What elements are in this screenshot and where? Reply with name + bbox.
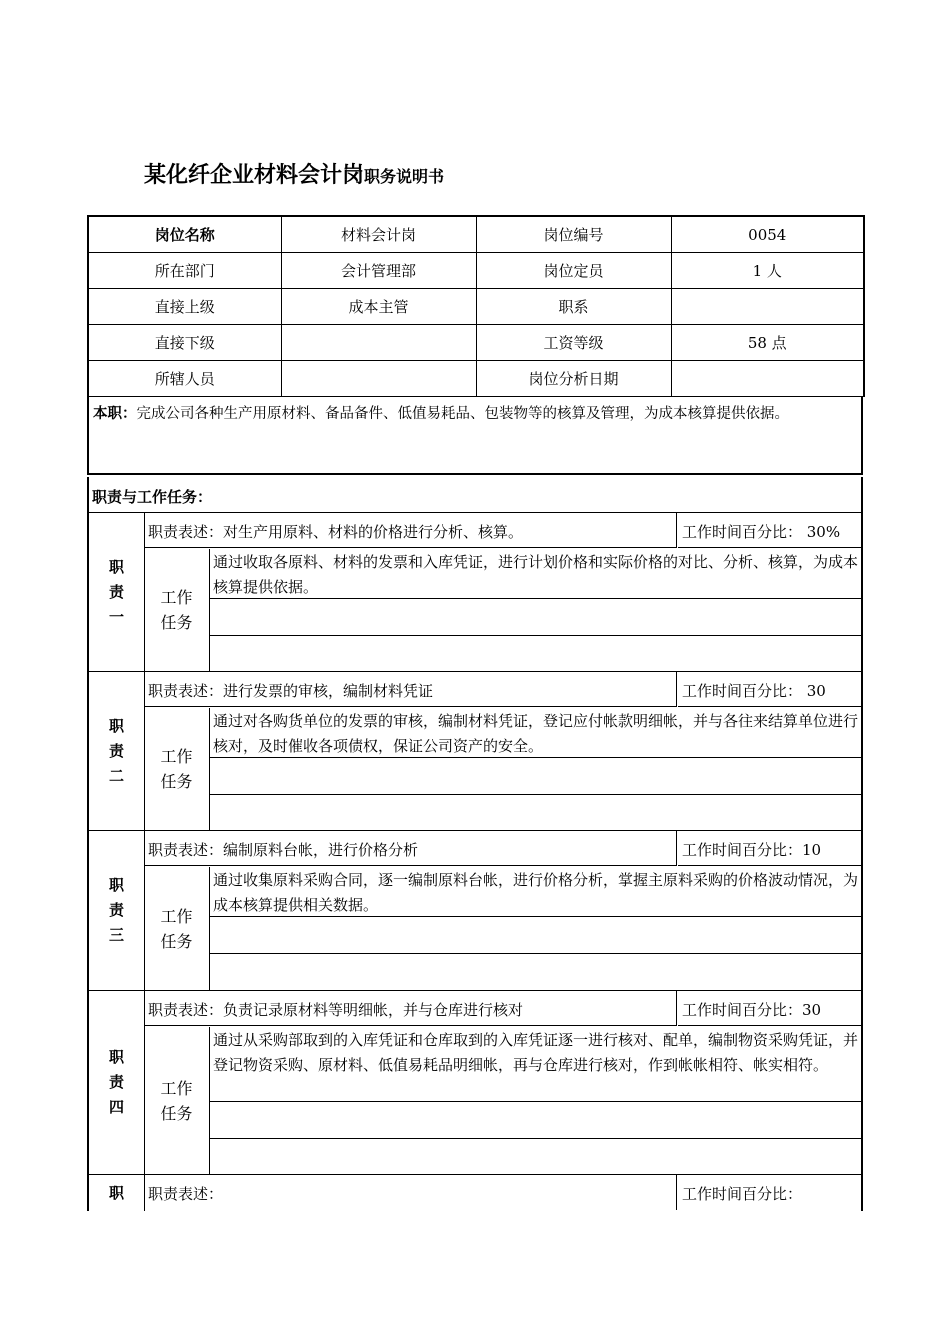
position-info-table (87, 215, 865, 397)
info-label: 所辖人员 (88, 361, 281, 397)
info-row (88, 216, 864, 253)
info-value (671, 361, 864, 397)
info-label: 直接上级 (88, 289, 281, 325)
task-empty-row (210, 1102, 861, 1139)
info-label: 所在部门 (88, 253, 281, 289)
info-row (88, 253, 864, 289)
info-row (88, 325, 864, 361)
info-label: 岗位定员 (476, 253, 671, 289)
duty-description: 职责表述：对生产用原料、材料的价格进行分析、核算。 (144, 513, 677, 548)
duty-block-1 (87, 513, 863, 672)
work-time-percentage: 工作时间百分比： (682, 1185, 803, 1203)
duties-header: 职责与工作任务： (87, 477, 863, 513)
duty-description: 职责表述： (144, 1175, 677, 1210)
task-text: 通过从采购部取到的入库凭证和仓库取到的入库凭证逐一进行核对、配单，编制物资采购凭证，并登记物资采购、原材料、低值易耗品明细帐，再与仓库进行核对，作到帐帐相符、帐实相符。 (210, 1027, 861, 1102)
info-label: 岗位分析日期 (476, 361, 671, 397)
duty-number: 职 责 三 (89, 831, 145, 990)
mission-label: 本职： (93, 406, 137, 422)
info-label: 岗位名称 (88, 216, 281, 253)
duty-number: 职 责 一 (89, 513, 145, 671)
duty-number: 职 责 二 (89, 672, 145, 830)
info-value: 成本主管 (281, 289, 476, 325)
duty-number: 职 责 四 (89, 991, 145, 1174)
work-time-percentage: 工作时间百分比： 30% (678, 513, 861, 548)
info-label: 工资等级 (476, 325, 671, 361)
info-row (88, 289, 864, 325)
task-text: 通过收取各原料、材料的发票和入库凭证，进行计划价格和实际价格的对比、分析、核算，为成本核算提供依据。 (210, 549, 861, 599)
info-value (281, 325, 476, 361)
duty-description: 职责表述：负责记录原材料等明细帐，并与仓库进行核对 (144, 991, 677, 1026)
mission-section (87, 397, 863, 475)
mission-text: 完成公司各种生产用原材料、备品备件、低值易耗品、包装物等的核算及管理，为成本核算提供依据。 (136, 406, 789, 422)
duty-block-4 (87, 991, 863, 1175)
info-label: 职系 (476, 289, 671, 325)
info-label: 直接下级 (88, 325, 281, 361)
document-title (144, 158, 444, 189)
duty-block-3 (87, 831, 863, 991)
duty-description: 职责表述：进行发票的审核，编制材料凭证 (144, 672, 677, 707)
task-label: 工作 任务 (144, 1027, 210, 1174)
duty-number: 职 (89, 1175, 145, 1211)
task-empty-row (210, 758, 861, 795)
task-text: 通过收集原料采购合同，逐一编制原料台帐，进行价格分析，掌握主原料采购的价格波动情况，为成本核算提供相关数据。 (210, 867, 861, 917)
info-value: 0054 (671, 216, 864, 253)
duty-block-5 (87, 1175, 863, 1211)
task-label: 工作 任务 (144, 708, 210, 830)
info-value: 58 点 (671, 325, 864, 361)
task-empty-row (210, 599, 861, 636)
info-value (671, 289, 864, 325)
duty-description: 职责表述：编制原料台帐，进行价格分析 (144, 831, 677, 866)
info-value: 1 人 (671, 253, 864, 289)
info-value: 会计管理部 (281, 253, 476, 289)
task-empty-row (210, 917, 861, 954)
info-row (88, 361, 864, 397)
title-suffix: 职务说明书 (364, 167, 445, 186)
task-label: 工作 任务 (144, 867, 210, 990)
title-main: 某化纤企业材料会计岗 (144, 163, 365, 188)
info-value (281, 361, 476, 397)
work-time-percentage: 工作时间百分比： 30 (678, 672, 861, 707)
task-text: 通过对各购货单位的发票的审核，编制材料凭证，登记应付帐款明细帐，并与各往来结算单位进行核对，及时催收各项债权，保证公司资产的安全。 (210, 708, 861, 758)
duty-block-2 (87, 672, 863, 831)
task-label: 工作 任务 (144, 549, 210, 671)
work-time-percentage: 工作时间百分比：30 (678, 991, 861, 1026)
work-time-percentage: 工作时间百分比：10 (678, 831, 861, 866)
info-label: 岗位编号 (476, 216, 671, 253)
info-value: 材料会计岗 (281, 216, 476, 253)
